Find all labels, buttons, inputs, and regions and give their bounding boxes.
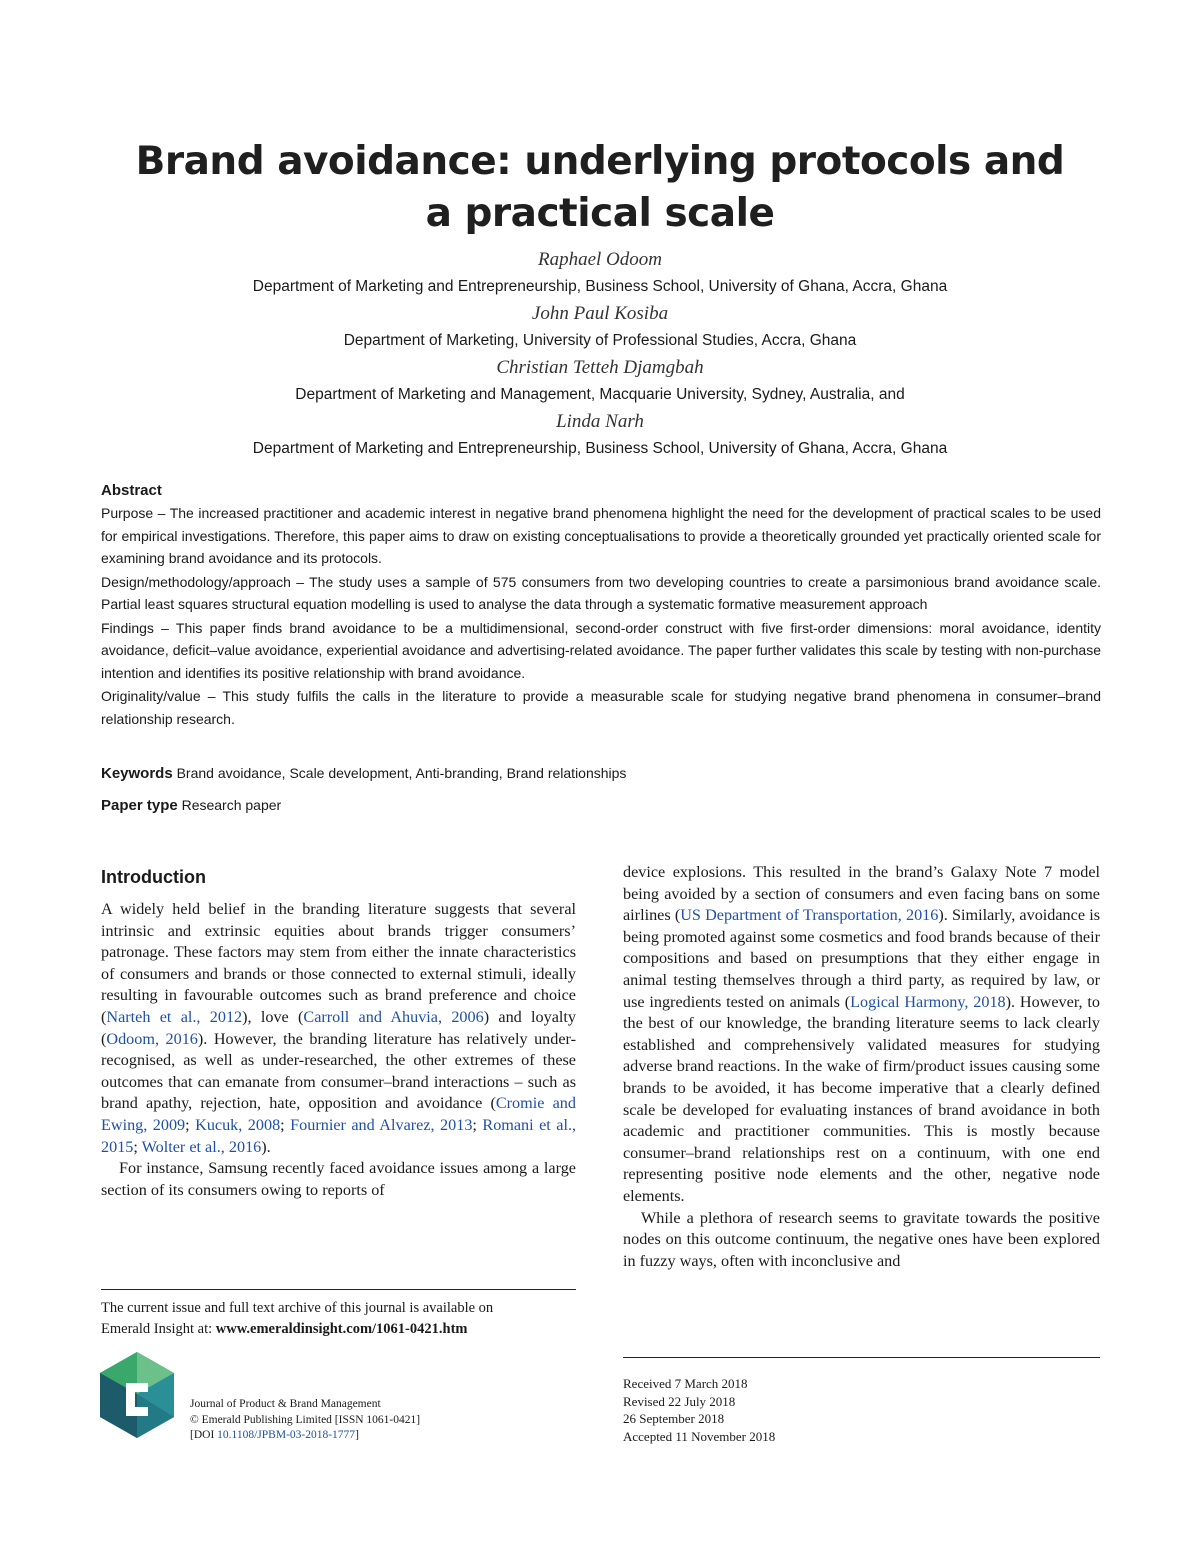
author-name: Raphael Odoom bbox=[537, 249, 662, 270]
date-line: 26 September 2018 bbox=[623, 1411, 725, 1427]
submission-dates bbox=[623, 1375, 775, 1445]
introduction-heading: Introduction bbox=[101, 867, 206, 887]
paper-type-label: Paper type bbox=[101, 797, 178, 814]
keywords-label: Keywords bbox=[101, 765, 173, 782]
citation-link[interactable]: Romani et al., 2015 bbox=[101, 1115, 577, 1156]
journal-doi bbox=[190, 1428, 420, 1444]
body-text: ) and loyalty ( bbox=[101, 1007, 577, 1048]
date-line: Revised 22 July 2018 bbox=[623, 1393, 736, 1409]
keywords bbox=[101, 762, 626, 785]
abstract-text: – This paper finds brand avoidance to be a multidimensional, second-order construct with five first-order dimensions: moral avoidance, identity avoidance, deficit–value avoidance, experiential avoidance and advertising-related avoidance. The paper further validates this scale by testing with non-purchase intention and identifies its positive relationship with brand avoidance. bbox=[101, 619, 1101, 681]
abstract-label: Design/methodology/approach bbox=[101, 573, 291, 590]
author-affiliation: Department of Marketing and Entrepreneurship, Business School, University of Ghana, Accra, Ghana bbox=[252, 278, 948, 295]
author-affiliation: Department of Marketing, University of Professional Studies, Accra, Ghana bbox=[343, 332, 857, 349]
title-line-2: a practical scale bbox=[425, 191, 775, 236]
body-text: ; bbox=[472, 1115, 483, 1134]
body-text: ), love ( bbox=[242, 1007, 304, 1026]
author-affiliation: Department of Marketing and Management, Macquarie University, Sydney, Australia, and bbox=[295, 386, 905, 403]
paper-type-text: Research paper bbox=[177, 797, 282, 813]
citation-link[interactable]: Logical Harmony, 2018 bbox=[850, 992, 1006, 1011]
author-block bbox=[0, 246, 1200, 462]
abstract-findings bbox=[101, 617, 1101, 685]
citation-link[interactable]: US Department of Transportation, 2016 bbox=[680, 906, 939, 925]
abstract-label: Purpose bbox=[101, 505, 154, 521]
body-text: ; bbox=[185, 1115, 196, 1134]
abstract bbox=[101, 480, 1101, 731]
abstract-label: Originality/value bbox=[101, 688, 201, 704]
body-paragraph bbox=[623, 862, 1100, 1208]
body-text: A widely held belief in the branding literature suggests that several intrinsic and extrinsic equities about brands trigger consumers’ patronage. These factors may stem from either the innate characteristics of consumers and brands or those connected to external stimuli, ideally resulting in favourable outcomes such as brand preference and choice ( bbox=[101, 900, 576, 1026]
emerald-logo-icon bbox=[98, 1350, 176, 1440]
abstract-text: – The increased practitioner and academic interest in negative brand phenomena highlight the need for the development of practical scales to be used for empirical investigations. Therefore, this paper aims to draw on existing conceptualisations to provide a theoretically grounded yet practically oriented scale for examining brand avoidance and its protocols. bbox=[101, 505, 1101, 566]
body-text: ; bbox=[133, 1137, 142, 1156]
body-text: device explosions. This resulted in the brand’s Galaxy Note 7 model being avoided by a section of consumers and even facing bans on some airlines ( bbox=[623, 863, 1100, 925]
body-text: ). Similarly, avoidance is being promoted against some cosmetics and food brands because of their compositions and based on presumptions that they either engage in animal testing themselves through a third party, as required by law, or use ingredients tested on animals ( bbox=[623, 906, 1100, 1011]
archive-prefix: Emerald Insight at: bbox=[101, 1321, 216, 1337]
title-line-1: Brand avoidance: underlying protocols and bbox=[135, 139, 1065, 184]
journal-name: Journal of Product & Brand Management bbox=[190, 1398, 381, 1410]
abstract-text: – This study fulfils the calls in the literature to provide a measurable scale for studying negative brand phenomena in consumer–brand relationship research. bbox=[101, 688, 1101, 727]
body-paragraph: For instance, Samsung recently faced avoidance issues among a large section of its consumers owing to reports of bbox=[101, 1159, 576, 1199]
archive-note bbox=[101, 1298, 576, 1340]
abstract-design bbox=[101, 571, 1101, 616]
body-text: ). However, to the best of our knowledge, the branding literature seems to lack clearly established and comprehensively validated measures for studying adverse brand reactions. In the wake of firm/product issues causing some brands to be avoided, it has become imperative that a clearly defined scale be developed for evaluating instances of brand avoidance in both academic and practitioner communities. This is mostly because consumer–brand relationships rest on a continuum, with one end representing positive node elements and the other, negative node elements. bbox=[623, 992, 1100, 1205]
abstract-purpose bbox=[101, 502, 1101, 570]
citation-link[interactable]: Kucuk, 2008 bbox=[195, 1115, 281, 1134]
citation-link[interactable]: Wolter et al., 2016 bbox=[141, 1137, 262, 1156]
citation-link[interactable]: Fournier and Alvarez, 2013 bbox=[290, 1115, 473, 1134]
author-name: Christian Tetteh Djamgbah bbox=[496, 357, 704, 378]
citation-link[interactable]: Cromie and Ewing, 2009 bbox=[101, 1094, 576, 1134]
citation-link[interactable]: Narteh et al., 2012 bbox=[106, 1007, 243, 1026]
citation-link[interactable]: Odoom, 2016 bbox=[106, 1029, 198, 1048]
journal-publisher: © Emerald Publishing Limited [ISSN 1061-0421] bbox=[190, 1413, 421, 1426]
doi-suffix: ] bbox=[355, 1429, 359, 1441]
body-text: ; bbox=[280, 1115, 291, 1134]
body-text: ). However, the branding literature has relatively under-recognised, as well as under-researched, the other extremes of these outcomes that can emanate from consumer–brand interactions – such as brand apathy, rejection, hate, opposition and avoidance ( bbox=[101, 1029, 576, 1113]
date-line: Received 7 March 2018 bbox=[623, 1376, 748, 1391]
body-column-left bbox=[101, 899, 576, 1201]
archive-url-link[interactable]: www.emeraldinsight.com/1061-0421.htm bbox=[215, 1321, 468, 1337]
abstract-originality bbox=[101, 685, 1101, 730]
doi-prefix: [DOI bbox=[190, 1429, 218, 1441]
body-text: ). bbox=[261, 1137, 271, 1156]
body-paragraph bbox=[101, 899, 576, 1158]
body-column-right bbox=[623, 862, 1100, 1272]
author-name: Linda Narh bbox=[556, 411, 644, 432]
author-name: John Paul Kosiba bbox=[531, 303, 669, 324]
doi-link[interactable]: 10.1108/JPBM-03-2018-1777 bbox=[217, 1429, 356, 1441]
abstract-heading: Abstract bbox=[101, 482, 162, 499]
body-paragraph: While a plethora of research seems to gravitate towards the positive nodes on this outcome continuum, the negative ones have been explored in fuzzy ways, often with inconclusive and bbox=[623, 1208, 1100, 1270]
journal-info bbox=[190, 1397, 420, 1444]
divider bbox=[623, 1357, 1100, 1358]
abstract-text: – The study uses a sample of 575 consumers from two developing countries to create a parsimonious brand avoidance scale. Partial least squares structural equation modelling is used to analyse the data through a systematic formative measurement approach bbox=[101, 573, 1101, 612]
paper-type bbox=[101, 794, 281, 817]
archive-line: The current issue and full text archive of this journal is available on bbox=[101, 1300, 494, 1316]
date-line: Accepted 11 November 2018 bbox=[623, 1428, 776, 1444]
author-affiliation: Department of Marketing and Entrepreneurship, Business School, University of Ghana, Accra, Ghana bbox=[252, 440, 948, 457]
keywords-text: Brand avoidance, Scale development, Anti-branding, Brand relationships bbox=[172, 765, 627, 781]
citation-link[interactable]: Carroll and Ahuvia, 2006 bbox=[303, 1007, 484, 1026]
divider bbox=[101, 1289, 576, 1290]
paper-title bbox=[0, 136, 1200, 240]
archive-line bbox=[101, 1319, 576, 1340]
abstract-label: Findings bbox=[101, 619, 154, 636]
